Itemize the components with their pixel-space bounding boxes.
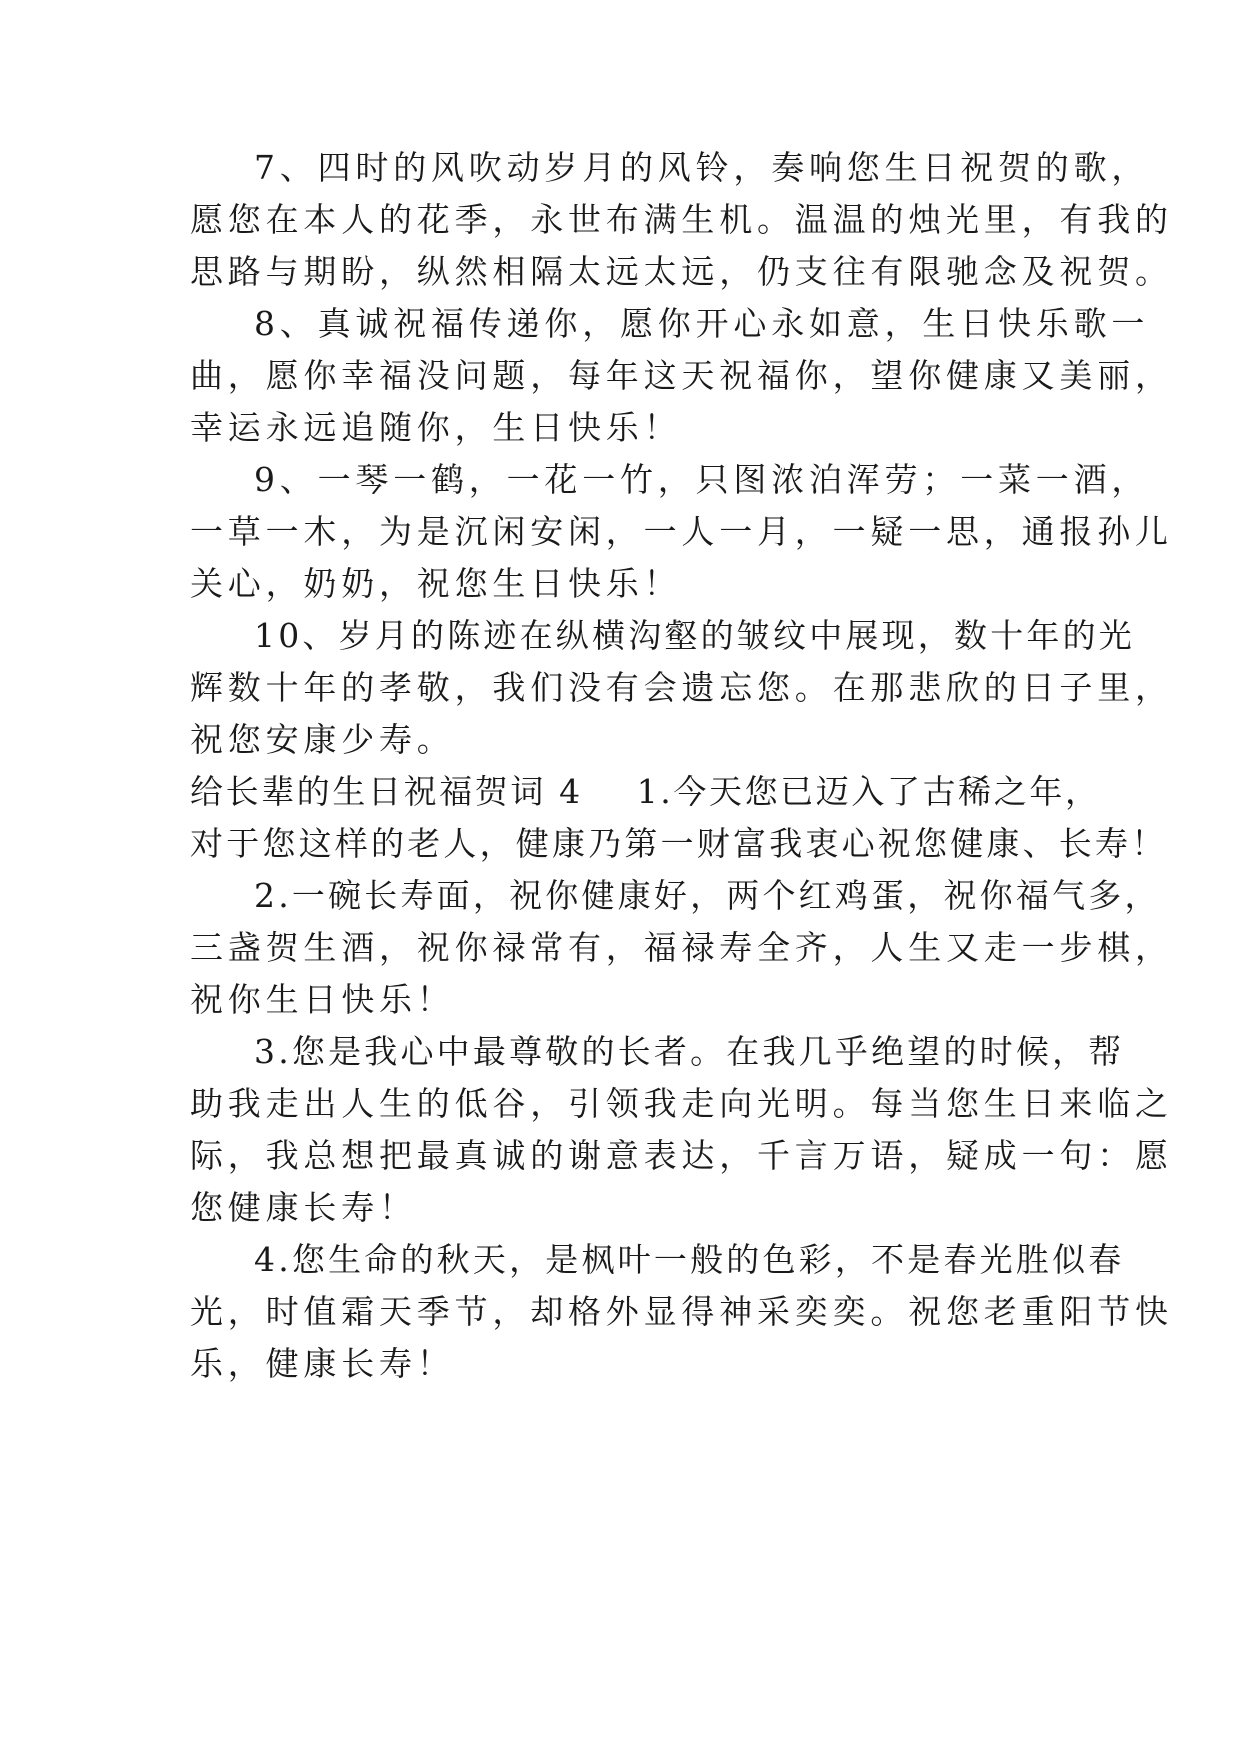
section-heading: 给长辈的生日祝福贺词 4 — [190, 772, 583, 811]
item-3-line-3: 际，我总想把最真诚的谢意表达，千言万语，疑成一句：愿 — [190, 1136, 1173, 1175]
paragraph-8-line-1: 8、真诚祝福传递你，愿你开心永如意，生日快乐歌一 — [254, 304, 1150, 343]
paragraph-10-line-2: 辉数十年的孝敬，我们没有会遗忘您。在那悲欣的日子里， — [190, 668, 1173, 707]
paragraph-7-line-3: 思路与期盼，纵然相隔太远太远，仍支往有限驰念及祝贺。 — [190, 252, 1173, 291]
paragraph-7-line-1: 7、四时的风吹动岁月的风铃，奏响您生日祝贺的歌， — [254, 148, 1150, 187]
item-2-line-3: 祝你生日快乐！ — [190, 980, 455, 1019]
item-4-line-1: 4.您生命的秋天，是枫叶一般的色彩，不是春光胜似春 — [254, 1240, 1125, 1279]
paragraph-10-line-3: 祝您安康少寿。 — [190, 720, 455, 759]
paragraph-9-line-1: 9、一琴一鹤，一花一竹，只图浓泊浑劳；一菜一酒， — [254, 460, 1150, 499]
paragraph-7-line-2: 愿您在本人的花季，永世布满生机。温温的烛光里，有我的 — [190, 200, 1173, 239]
item-3-line-1: 3.您是我心中最尊敬的长者。在我几乎绝望的时候，帮 — [254, 1032, 1125, 1071]
item-4-line-2: 光，时值霜天季节，却格外显得神采奕奕。祝您老重阳节快 — [190, 1292, 1173, 1331]
item-3-line-4: 您健康长寿！ — [190, 1188, 417, 1227]
item-3-line-2: 助我走出人生的低谷，引领我走向光明。每当您生日来临之 — [190, 1084, 1173, 1123]
section-heading-line — [190, 772, 1101, 812]
item-2-line-1: 2.一碗长寿面，祝你健康好，两个红鸡蛋，祝你福气多， — [254, 876, 1161, 915]
item-1-line-1: 1.今天您已迈入了古稀之年， — [636, 772, 1101, 811]
item-1-line-2: 对于您这样的老人，健康乃第一财富我衷心祝您健康、长寿！ — [190, 824, 1168, 863]
paragraph-8-line-2: 曲，愿你幸福没问题，每年这天祝福你，望你健康又美丽， — [190, 356, 1173, 395]
item-4-line-3: 乐，健康长寿！ — [190, 1344, 455, 1383]
paragraph-9-line-3: 关心，奶奶，祝您生日快乐！ — [190, 564, 682, 603]
paragraph-9-line-2: 一草一木，为是沉闲安闲，一人一月，一疑一思，通报孙儿 — [190, 512, 1173, 551]
item-2-line-2: 三盏贺生酒，祝你禄常有，福禄寿全齐，人生又走一步棋， — [190, 928, 1173, 967]
paragraph-8-line-3: 幸运永远追随你，生日快乐！ — [190, 408, 682, 447]
paragraph-10-line-1: 10、岁月的陈迹在纵横沟壑的皱纹中展现，数十年的光 — [254, 616, 1135, 655]
